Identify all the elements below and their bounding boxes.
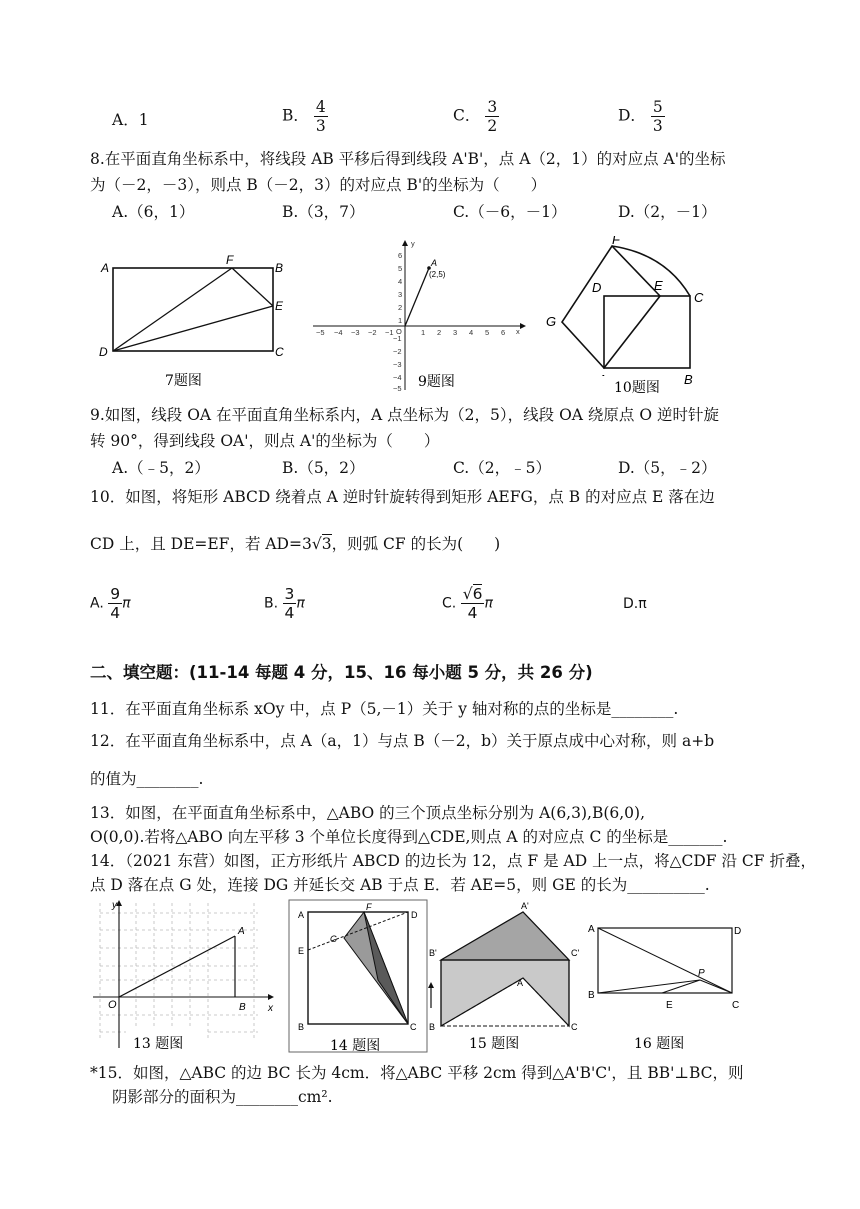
svg-text:C: C [694,290,704,305]
svg-text:3: 3 [453,328,458,337]
svg-text:E: E [654,278,663,293]
svg-text:3: 3 [398,290,403,299]
q13-line-2: O(0,0).若将△ABO 向左平移 3 个单位长度得到△CDE,则点 A 的对应点 C 的坐标是_______. [90,828,728,846]
svg-text:−2: −2 [393,347,402,356]
svg-text:−1: −1 [385,328,394,337]
svg-text:C': C' [571,948,580,958]
svg-text:D: D [411,910,418,920]
q7-option-a: A．1 [112,111,149,129]
svg-text:4: 4 [398,277,403,286]
svg-text:O: O [396,327,402,336]
figure-16 [582,898,752,1058]
svg-text:1: 1 [421,328,426,337]
figure-10 [540,236,715,398]
figure-7 [95,250,295,395]
svg-text:A: A [238,926,245,937]
svg-text:x: x [268,1003,273,1014]
q8-option-d: D.（2，－1） [618,203,717,221]
svg-text:4: 4 [469,328,474,337]
svg-text:−1: −1 [393,334,402,343]
q9-line-1: 9.如图，线段 OA 在平面直角坐标系内，A 点坐标为（2，5），线段 OA 绕原点 O 逆时针旋 [90,406,719,424]
svg-text:−3: −3 [351,328,360,337]
svg-text:C: C [410,1022,417,1032]
svg-text:−2: −2 [368,328,377,337]
svg-text:5: 5 [398,264,403,273]
svg-text:−4: −4 [393,373,402,382]
svg-text:D: D [734,926,742,937]
svg-text:A': A' [521,901,529,911]
q8-line-1: 8.在平面直角坐标系中，将线段 AB 平移后得到线段 A'B'，点 A（2，1）的对应点 A'的坐标 [90,150,726,168]
svg-text:2: 2 [398,303,403,312]
q10-option-c: C. $\frac{√6}{4}$ π [442,585,493,622]
q8-line-2: 为（－2，－3），则点 B（－2，3）的对应点 B'的坐标为（ ） [90,176,547,194]
q7-option-c-label: C． [453,106,481,125]
svg-text:D: D [99,345,108,359]
q7-option-b [282,98,328,135]
svg-text:E: E [275,299,284,313]
svg-text:C: C [732,1000,740,1011]
q7-option-d [618,98,665,135]
svg-text:F: F [226,253,234,267]
q10-sqrt: √3 [311,535,332,553]
fig7-caption: 7题图 [165,373,202,389]
fig15-caption: 15 题图 [469,1036,520,1052]
q7-option-b-label: B． [282,106,309,125]
figure-14 [288,898,428,1058]
svg-text:B: B [684,372,693,387]
svg-text:C: C [571,1022,578,1032]
q10-line-1: 10．如图，将矩形 ABCD 绕着点 A 逆时针旋转得到矩形 AEFG，点 B 的对应点 E 落在边 [90,488,715,506]
svg-text:E: E [666,1000,673,1011]
fig10-caption: 10题图 [614,380,660,396]
q10-line-2-part-b: ，则弧 CF 的长为( ) [331,535,501,553]
q8-option-a: A.（6，1） [112,203,195,221]
q13-line-1: 13．如图，在平面直角坐标系中，△ABO 的三个顶点坐标分别为 A(6,3),B(6,0), [90,804,646,822]
svg-text:G: G [546,314,557,329]
svg-text:A: A [588,924,595,935]
q9-option-b: B.（5，2） [282,459,365,477]
svg-text:6: 6 [398,251,403,260]
svg-text:G: G [330,934,338,944]
svg-text:1: 1 [398,316,403,325]
figure-15 [425,898,585,1058]
q7-option-b-fraction: $\frac{4}{3}$ [315,98,326,135]
svg-text:x: x [516,327,520,336]
svg-text:F: F [366,902,372,912]
q7-option-d-fraction: $\frac{5}{3}$ [652,98,663,135]
svg-text:B: B [588,990,595,1001]
svg-text:A: A [101,261,110,275]
svg-text:O: O [108,999,117,1011]
svg-text:−3: −3 [393,360,402,369]
q7-option-c-fraction: $\frac{3}{2}$ [487,98,498,135]
q11-text: 11．在平面直角坐标系 xOy 中，点 P（5,－1）关于 y 轴对称的点的坐标是________. [90,700,679,718]
svg-text:B': B' [429,948,437,958]
svg-text:y: y [411,239,415,248]
svg-text:−5: −5 [393,384,402,393]
q9-option-c: C.（2，﹣5） [453,459,551,477]
q12-line-1: 12．在平面直角坐标系中，点 A（a，1）与点 B（－2，b）关于原点成中心对称，则 a+b [90,732,715,750]
figure-9 [308,236,528,396]
q14-line-1: 14．（2021 东营）如图，正方形纸片 ABCD 的边长为 12，点 F 是 AD 上一点，将△CDF 沿 CF 折叠， [90,852,816,870]
fig9-caption: 9题图 [418,374,455,390]
svg-text:5: 5 [485,328,490,337]
q8-option-c: C.（－6，－1） [453,203,567,221]
q7-option-d-label: D． [618,106,646,125]
q15-line-1: *15．如图，△ABC 的边 BC 长为 4cm．将△ABC 平移 2cm 得到△A'B'C'，且 BB'⊥BC，则 [90,1064,744,1082]
figure-13 [88,898,283,1058]
q9-line-2: 转 90°，得到线段 OA'，则点 A'的坐标为（ ） [90,432,440,450]
fig16-caption: 16 题图 [634,1036,685,1052]
section-2-heading: 二、填空题：(11-14 每题 4 分，15、16 每小题 5 分，共 26 分) [90,663,593,682]
svg-text:6: 6 [501,328,506,337]
q15-line-2: 阴影部分的面积为________cm². [112,1088,333,1106]
q10-option-b: B. $\frac{3}{4}$ π [264,585,305,622]
svg-text:−4: −4 [334,328,343,337]
q12-line-2: 的值为________. [90,770,204,788]
svg-text:E: E [298,946,305,956]
q7-option-c [453,98,499,135]
q10-line-2-part-a: CD 上，且 DE=EF，若 AD=3 [90,535,312,553]
svg-text:P: P [698,968,705,979]
svg-text:F: F [612,236,620,247]
svg-text:D: D [592,280,602,295]
q9-option-d: D.（5，﹣2） [618,459,717,477]
q10-option-d: D.π [623,596,647,612]
svg-text:−5: −5 [316,328,325,337]
q8-option-b: B.（3，7） [282,203,365,221]
svg-text:C: C [275,345,284,359]
svg-text:A: A [298,910,305,920]
fig9-point-coord: (2,5) [429,270,446,279]
svg-text:y: y [112,900,117,911]
q10-option-a: A. $\frac{9}{4}$ π [90,585,131,622]
svg-text:A: A [517,978,524,988]
fig13-caption: 13 题图 [133,1036,184,1052]
svg-text:B: B [298,1022,305,1032]
q9-option-a: A.（﹣5，2） [112,459,210,477]
q14-line-2: 点 D 落在点 G 处，连接 DG 并延长交 AB 于点 E．若 AE=5，则 GE 的长为__________. [90,876,710,894]
svg-text:2: 2 [437,328,442,337]
svg-text:B: B [275,261,284,275]
q10-line-2 [90,533,500,555]
fig9-point-label: A [431,258,438,268]
fig14-caption: 14 题图 [330,1038,381,1054]
svg-text:B: B [239,1002,246,1013]
svg-text:B: B [429,1022,436,1032]
